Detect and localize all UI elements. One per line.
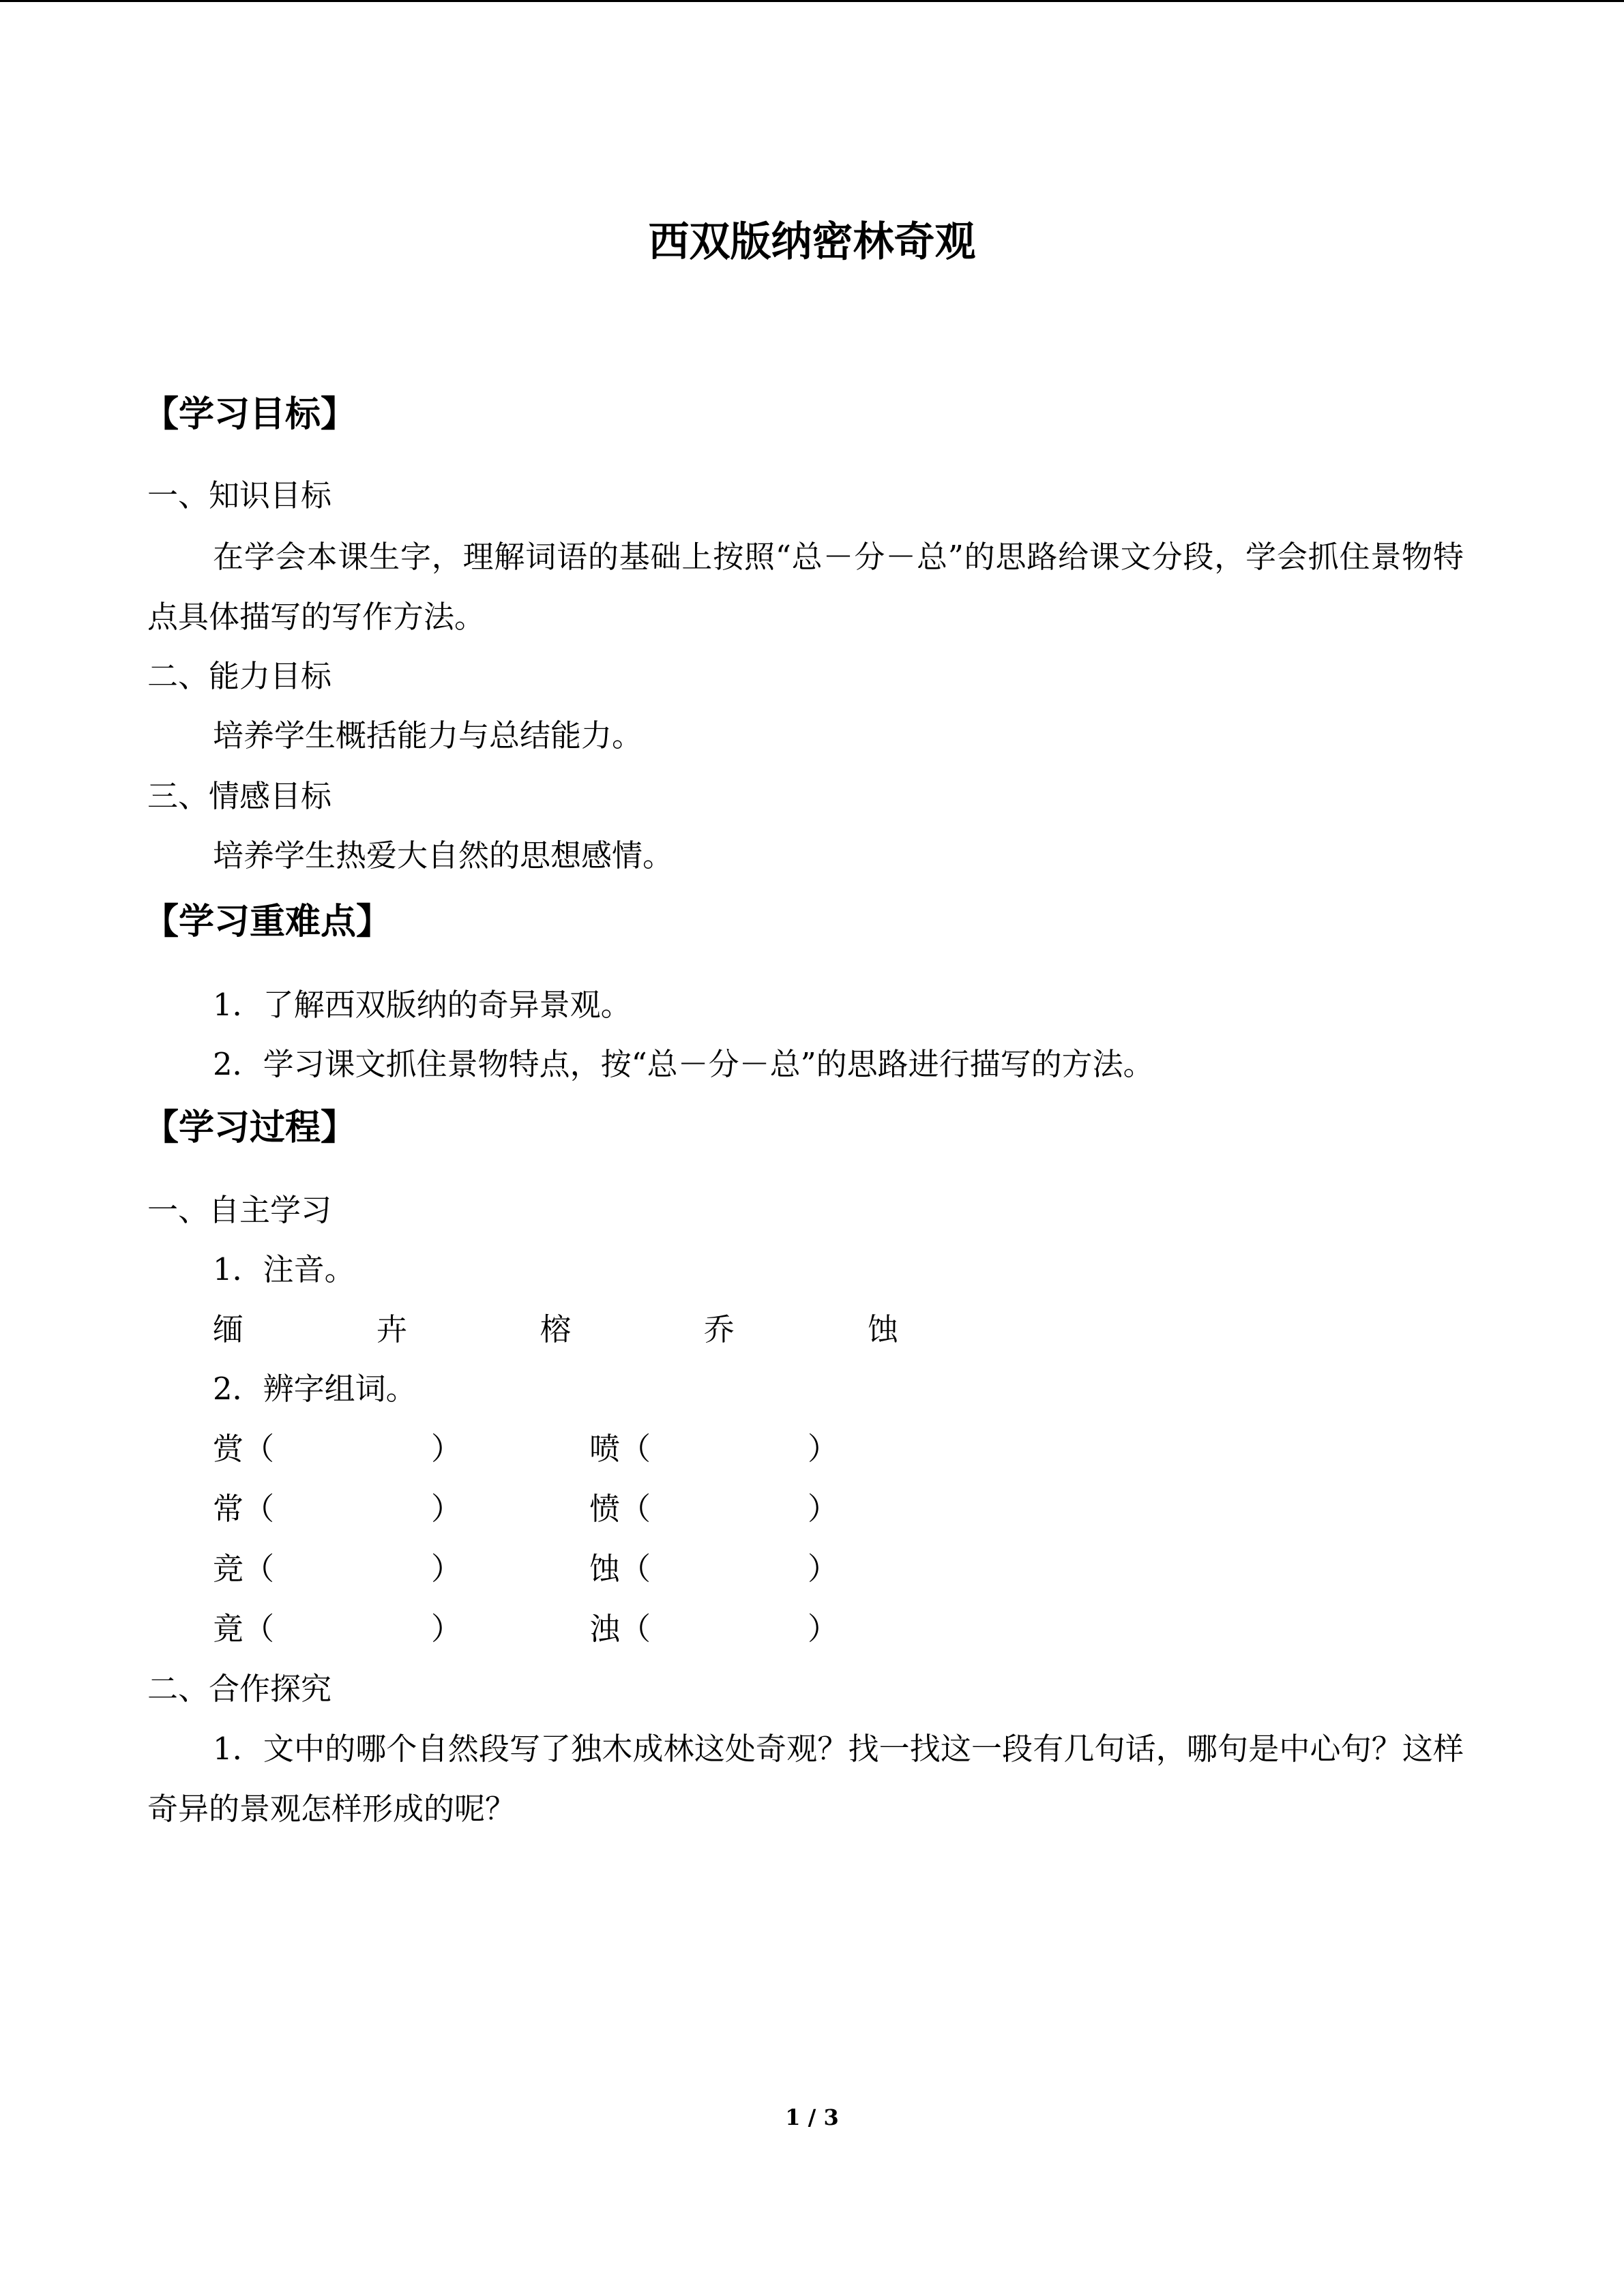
word-blank-close: ）	[808, 1431, 839, 1467]
section-heading-goals: 【学习目标】	[143, 394, 357, 435]
word-blank-left: 赏（	[213, 1431, 275, 1467]
word-blank-right: 喷（	[589, 1431, 651, 1467]
word-blank-close: ）	[431, 1491, 462, 1527]
section-heading-key-points: 【学习重难点】	[143, 901, 392, 942]
word-blank-right: 愤（	[589, 1491, 651, 1527]
pinyin-char: 乔	[704, 1311, 735, 1347]
word-blank-left: 竞（	[213, 1551, 275, 1587]
word-blank-close: ）	[808, 1491, 839, 1527]
word-blank-right: 蚀（	[589, 1551, 651, 1587]
page-number: 1 / 3	[785, 2104, 839, 2130]
pinyin-char: 榕	[540, 1311, 572, 1347]
knowledge-goal-label: 一、知识目标	[147, 477, 332, 513]
word-blank-close: ）	[431, 1611, 462, 1647]
pinyin-char: 卉	[377, 1311, 408, 1347]
pinyin-char: 蚀	[868, 1311, 899, 1347]
key-point-item-2: 2．学习课文抓住景物特点，按“总－分－总”的思路进行描写的方法。	[213, 1046, 1154, 1082]
word-blank-left: 常（	[213, 1491, 275, 1527]
pinyin-char: 缅	[213, 1311, 244, 1347]
ability-goal-text: 培养学生概括能力与总结能力。	[213, 717, 643, 754]
key-point-item-1: 1．了解西双版纳的奇异景观。	[213, 987, 632, 1023]
ability-goal-label: 二、能力目标	[147, 658, 332, 694]
pinyin-exercise-label: 1．注音。	[213, 1251, 355, 1287]
word-blank-close: ）	[808, 1551, 839, 1587]
self-study-label: 一、自主学习	[147, 1192, 332, 1228]
cooperative-inquiry-label: 二、合作探究	[147, 1671, 332, 1707]
word-blank-left: 竟（	[213, 1611, 275, 1647]
word-blank-right: 浊（	[589, 1611, 651, 1647]
section-heading-process: 【学习过程】	[143, 1107, 357, 1148]
page-title: 西双版纳密林奇观	[648, 218, 976, 266]
word-blank-close: ）	[808, 1611, 839, 1647]
emotion-goal-text: 培养学生热爱大自然的思想感情。	[213, 837, 674, 874]
word-blank-close: ）	[431, 1431, 462, 1467]
emotion-goal-label: 三、情感目标	[147, 778, 332, 814]
knowledge-goal-text: 在学会本课生字，理解词语的基础上按照“总－分－总”的思路给课文分段，学会抓住景物特点具体描写的写作方法。	[147, 539, 1464, 635]
cooperative-question-1: 1．文中的哪个自然段写了独木成林这处奇观？找一找这一段有几句话，哪句是中心句？这样奇异的景观怎样形成的呢？	[147, 1731, 1464, 1827]
word-blank-close: ）	[431, 1551, 462, 1587]
word-exercise-label: 2．辨字组词。	[213, 1371, 417, 1407]
